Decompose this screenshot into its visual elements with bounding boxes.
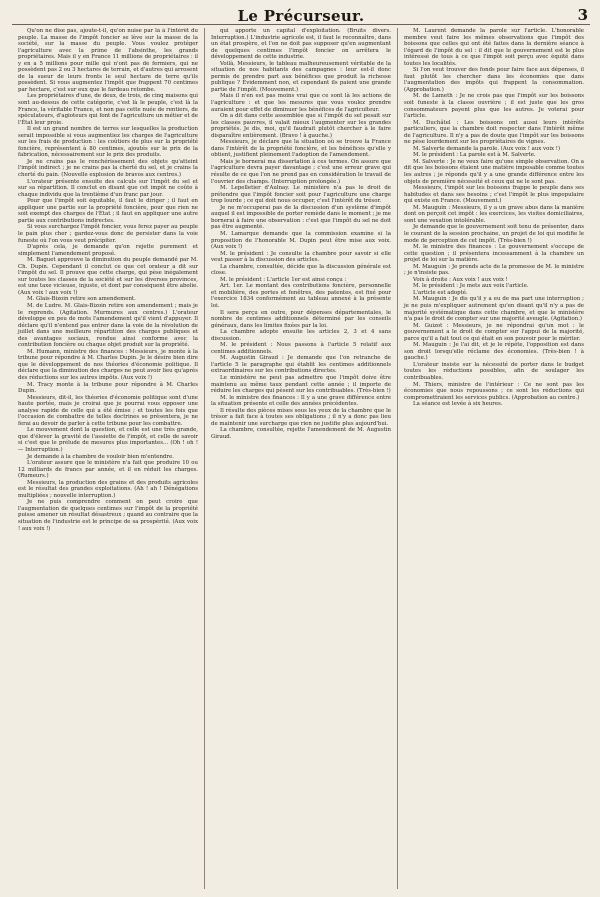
newspaper-title: Le Précurseur. xyxy=(237,7,365,25)
paragraph: Le ministère ne peut pas admettre que l'impôt doive être maintenu au même taux pendant cette année ; il importe de réduire les charges qui pèsent sur les contribuables. (Très-bien !) xyxy=(211,374,391,395)
paragraph: qui apporte un capital d'exploitation. (Bruits divers. Interruption.) L'industrie agricole est, il faut le reconnaître, dans un état prospère, et l'on ne doit pas supposer qu'en augmentant de quelques centimes l'impôt foncier on arrêtera le développement de cette industrie. xyxy=(211,28,391,61)
paragraph: On a dit dans cette assemblée que si l'impôt du sel pesait sur les classes pauvres, il valait mieux l'augmenter sur les grandes propriétés. Je dis, moi, qu'il faudrait plutôt chercher à le faire disparaître entièrement. (Bravo ! à gauche.) xyxy=(211,113,391,139)
column-2 xyxy=(204,28,397,889)
paragraph: M. Lepelletier d'Aulnay. Le ministère n'a pas le droit de prétendre que l'impôt foncier soit pour l'agriculture une charge trop lourde ; ce qui doit nous occuper, c'est l'intérêt du trésor. xyxy=(211,185,391,205)
paragraph: M. le président : Je mets aux voix l'article. xyxy=(413,283,529,290)
paragraph: Il résulte des pièces mises sous les yeux de la chambre que le trésor a fait face à toutes ses obligations ; il n'y a donc pas lieu de maintenir une surcharge que rien ne justifie plus aujourd'hui. xyxy=(211,407,391,427)
paragraph: M. Salverte : Je ne veux faire qu'une simple observation. On a dit que les boissons étaient une matière imposable comme toutes les autres ; je réponds qu'il y a une grande différence entre les objets de première nécessité et ceux qui ne le sont pas. xyxy=(404,158,584,185)
column-1 xyxy=(12,28,204,889)
paragraph: La chambre adopte ensuite les articles 2, 3 et 4 sans discussion. xyxy=(211,329,391,342)
paragraph: M. Mauguin : Je dis qu'il y a eu de ma part une interruption ; je ne puis m'expliquer autrement qu'en disant qu'il n'y a pas de majorité systématique dans cette chambre, et que le ministère n'a pas le droit de compter sur une majorité aveugle. (Agitation.) xyxy=(404,296,584,323)
paragraph: M. Mauguin : Messieurs, il y a un grave abus dans la manière dont on perçoit cet impôt : les exercices, les visites domiciliaires, sont une vexation intolérable. xyxy=(404,204,584,224)
paragraph: Messieurs, je déclare que la situation où se trouve la France dans l'intérêt de la propriété foncière, et les bénéfices qu'elle y obtient, justifient pleinement l'adoption de l'amendement. xyxy=(211,139,391,159)
article-columns xyxy=(12,28,590,889)
paragraph: M. le ministre des finances : Le gouvernement s'occupe de cette question ; il présentera incessamment à la chambre un projet de loi sur la matière. xyxy=(404,244,584,264)
paragraph: L'orateur assure que le ministère n'a fait que produire 10 ou 12 milliards de francs par année, et il en réduit les charges. (Rumeurs.) xyxy=(18,460,198,480)
paragraph: M. Guizot : Messieurs, je ne répondrai qu'un mot : le gouvernement a le droit de compter sur l'appui de la majorité, parce qu'il a fait tout ce qui était en son pouvoir pour le mériter. xyxy=(404,322,584,342)
paragraph: Si vous surchargez l'impôt foncier, vous ferez payer au peuple le pain plus cher ; gardez-vous donc de persister dans la voie funeste où l'on vous veut précipiter. xyxy=(18,224,198,244)
paragraph: Les propriétaires d'une, de deux, de trois, de cinq maisons qui sont au-dessus de cette catégorie, c'est là le peuple, c'est là la France, la véritable France, et non pas cette nuée de rentiers, de spéculateurs, d'agioteurs qui font de l'agriculture un métier et de l'État leur proie. xyxy=(18,93,198,126)
paragraph: M. Laurent demande la parole sur l'article. L'honorable membre veut faire les mêmes observations que l'impôt des boissons que celles qui ont été faites dans la dernière séance à l'égard de l'impôt du sel : il dit que le gouvernement est le plus intéressé de tous à ce que l'impôt soit perçu avec équité dans toutes les localités. xyxy=(404,28,584,67)
page-number: 3 xyxy=(577,6,588,24)
paragraph: Art. 1er. Le montant des contributions foncière, personnelle et mobilière, des portes et fenêtres, des patentes, est fixé pour l'exercice 1834 conformément au tableau annexé à la présente loi. xyxy=(211,283,391,309)
paragraph: M. Augustin Giraud : Je demande que l'on retranche de l'article 5 le paragraphe qui établit les centimes additionnels extraordinaires sur les contributions directes. xyxy=(211,355,391,375)
paragraph: M. Humann, ministre des finances : Messieurs, je monte à la tribune pour répondre à M. Charles Dupin. Je le désire bien dire que le développement de nos théories d'économie politique. Il déclare que la diminution des charges ne peut avoir lieu qu'après des réductions sur les autres impôts. (Aux voix !) xyxy=(18,348,198,381)
paragraph: Je ne crains pas le renchérissement des objets qu'atteint l'impôt indirect ; je ne crains pas la cherté du sel, et je crains la cherté du pain. (Nouvelle explosion de bravos aux centres.) xyxy=(18,158,198,179)
paragraph: Il sera perçu en outre, pour dépenses départementales, le nombre de centimes additionnels déterminé par les conseils généraux, dans les limites fixées par la loi. xyxy=(211,309,391,329)
paragraph: Je ne m'occuperai pas de la discussion d'un système d'impôt auquel il est impossible de porter remède dans le moment ; je me bornerai à faire une observation : c'est que l'impôt du sel ne doit pas être augmenté. xyxy=(211,204,391,231)
paragraph: M. Baguet approuve la diminution du peuple demandé par M. Ch. Dupin. Cependant il conclut ce que cet orateur a dit sur l'impôt du sel. Il prouve que cette charge, qui pèse inégalement sur toutes les classes de la société et sur les diverses provinces, est une taxe vicieuse, injuste, et dont par conséquent être abolie. (Aux voix ! aux voix !) xyxy=(18,257,198,296)
paragraph: La chambre, consultée, rejette l'amendement de M. Augustin Giraud. xyxy=(211,427,391,440)
paragraph: M. le président : La parole est à M. Salverte. xyxy=(413,152,536,159)
paragraph: Je demande que le gouvernement soit tenu de présenter, dans le courant de la session prochaine, un projet de loi qui modifie le mode de perception de cet impôt. (Très-bien !) xyxy=(404,224,584,244)
page-header xyxy=(12,6,590,25)
paragraph: L'orateur insiste sur la nécessité de porter dans le budget toutes les réductions possibles, afin de soulager les contribuables. xyxy=(404,361,584,381)
paragraph: M. le président : Nous passons à l'article 5 relatif aux centimes additionnels. xyxy=(211,342,391,355)
paragraph: Je demande à la chambre de vouloir bien m'entendre. xyxy=(27,453,174,460)
paragraph: M. Mauguin : Je prends acte de la promesse de M. le ministre ; je n'insiste pas. xyxy=(404,263,584,277)
paragraph: L'orateur présente ensuite des calculs sur l'impôt du sel et sur sa répartition. Il conclut en disant que cet impôt ne coûte à chaque individu que la trentième d'un franc par jour. xyxy=(18,178,198,198)
paragraph: Voilà, Messieurs, le tableau malheureusement véritable de la situation de nos habitants des campagnes : leur est-il donc permis de prendre part aux bénéfices que produit la richesse publique ? Évidemment non, et cependant ils paient une grande partie de l'impôt. (Mouvement.) xyxy=(211,60,391,93)
paragraph: M. Salverte demande la parole. (Aux voix ! aux voix !) xyxy=(413,145,561,152)
paragraph: M. le président : L'article 1er est ainsi conçu : xyxy=(220,276,347,283)
paragraph: D'après cela, je demande qu'on rejette purement et simplement l'amendement proposé. xyxy=(18,244,198,257)
paragraph: Messieurs, la production des grains et des produits agricoles est le résultat des grandes exploitations. (Ah ! ah ! Dénégations multipliées ; nouvelle interruption.) xyxy=(18,479,198,499)
paragraph: Qu'on ne dise pas, ajoute-t-il, qu'on nuise par là à l'intérêt du peuple. La masse de l'impôt foncier se lève sur la masse de la société, sur la masse du peuple. Vous voulez protéger l'agriculture avec la prime de l'absinthe, les grands propriétaires. Mais il y en France 11 millions de propriétaires : il y en a 5 millions pour mille qui n'ont pas de fermiers, qui ne possèdent pas 2 ou 3 hectares de terrain, et d'autres qui arrosent de la sueur de leurs fronts le seul hectare de terre qu'ils possèdent. Si vous augmentez l'impôt que frappent 70 centimes par hectare, c'est sur eux que le fardeau retombe. xyxy=(18,28,198,93)
paragraph: M. le ministre des finances : Il y a une grave différence entre la situation présente et celle des années précédentes. xyxy=(211,394,391,408)
paragraph: M. Lamarque demande que la commission examine si la proposition de l'honorable M. Dupin peut être mise aux voix. (Aux voix !) xyxy=(211,230,391,251)
paragraph: Voix à droite : Aux voix ! aux voix ! xyxy=(413,276,508,283)
paragraph: M. Glais-Bizoin retire son amendement. xyxy=(27,296,136,303)
paragraph: Messieurs, l'impôt sur les boissons frappe le peuple dans ses habitudes et dans ses besoins ; c'est l'impôt le plus impopulaire qui existe en France. (Mouvement.) xyxy=(404,185,584,205)
paragraph: Mais je bornerai ma dissertation à ces termes. On assure que l'agriculture devra payer davantage ; c'est une erreur grave qui résulte de ce que l'on ne prend pas en considération le travail de l'ouvrier des champs. (Interruption prolongée.) xyxy=(211,158,391,185)
paragraph: Il est un grand nombre de terres sur lesquelles la production serait impossible si vous augmentiez les charges de l'agriculture sur les frais de production : les coûtiers de plus sur la propriété foncière, représentent à 80 centimes, ajoutés sur le prix de la fabrication, nécessairement sur le prix des produits. xyxy=(18,126,198,159)
paragraph: Messieurs, dit-il, les théories d'économie politique sont d'une haute portée, mais je croirai que je pourrai vous opposer une analyse rapide de celle qui a été émise ; et toutes les fois que l'occasion de combattre de telles doctrines se présentera, je ne ferai au devoir de parler à cette tribune pour les combattre. xyxy=(18,394,198,427)
paragraph: M. Duchâtel : Les boissons ont aussi leurs intérêts particuliers, que la chambre doit respecter dans l'intérêt même de l'agriculture. Il n'y a pas de doute que l'impôt sur les boissons ne pèse lourdement sur les propriétaires de vignes. xyxy=(404,119,584,146)
paragraph: Pour que l'impôt soit équitable, il faut le diriger ; il faut en appliquer une partie sur la propriété foncière, pour que rien ne soit exempt des charges de l'État ; il faut en appliquer une autre partie aux contributions indirectes. xyxy=(18,198,198,224)
paragraph: Le mouvement dont la question, et celle est une très grande, que d'élever la gravité de l'assiette de l'impôt, et celle de savoir si c'est que le prélude de mesures plus importantes... (Oh ! oh ! — Interruption.) xyxy=(18,427,198,453)
paragraph: La séance est levée à six heures. xyxy=(413,401,503,408)
paragraph: L'article est adopté. xyxy=(413,289,468,296)
paragraph: Mais il n'en est pas moins vrai que ce sont là les actions de l'agriculture : et que les mesures que vous voulez prendre auraient pour effet de diminuer les bénéfices de l'agriculteur. xyxy=(211,93,391,113)
paragraph: M. de Ludre. M. Glais-Bizoin retire son amendement ; mais je le reprends. (Agitation. Murmures aux centres.) L'orateur développe en peu de mots l'amendement qu'il vient d'appuyer. Il déclare qu'il n'entend pas entrer dans la voie de la révolution de juillet dans une meilleure répartition des charges publiques et des avantages sociaux, rendue ainsi conforme avec la contribution foncière ou chaque objet produit sur la propriété. xyxy=(18,302,198,349)
paragraph: M. le président : Je consulte la chambre pour savoir si elle veut passer à la discussion des articles. xyxy=(211,250,391,264)
paragraph: Je ne puis comprendre comment on peut croire que l'augmentation de quelques centimes sur l'impôt de la propriété puisse amener un résultat désastreux ; quand au contraire que la situation de l'industrie est le principe de sa prospérité. (Aux voix ! aux voix !) xyxy=(18,499,198,532)
column-3 xyxy=(397,28,590,889)
paragraph: La chambre, consultée, décide que la discussion générale est close. xyxy=(211,263,391,277)
paragraph: Si l'on veut trouver des fonds pour faire face aux dépenses, il faut plutôt les chercher dans les économies que dans l'augmentation des impôts qui frappent la consommation. (Approbation.) xyxy=(404,67,584,93)
paragraph: M. Mauguin : Je l'ai dit, et je le répète, l'opposition est dans son droit lorsqu'elle réclame des économies. (Très-bien ! à gauche.) xyxy=(404,342,584,362)
paragraph: M. Tracy monte à la tribune pour répondre à M. Charles Dupin. xyxy=(18,381,198,395)
paragraph: M. de Lameth : Je ne crois pas que l'impôt sur les boissons soit funeste à la classe ouvrière ; il est juste que les gros consommateurs payent plus que les autres. Je voterai pour l'article. xyxy=(404,93,584,120)
paragraph: M. Thiers, ministre de l'intérieur : Ce ne sont pas les économies que nous repoussons ; ce sont les réductions qui compromettraient les services publics. (Approbation au centre.) xyxy=(404,381,584,401)
